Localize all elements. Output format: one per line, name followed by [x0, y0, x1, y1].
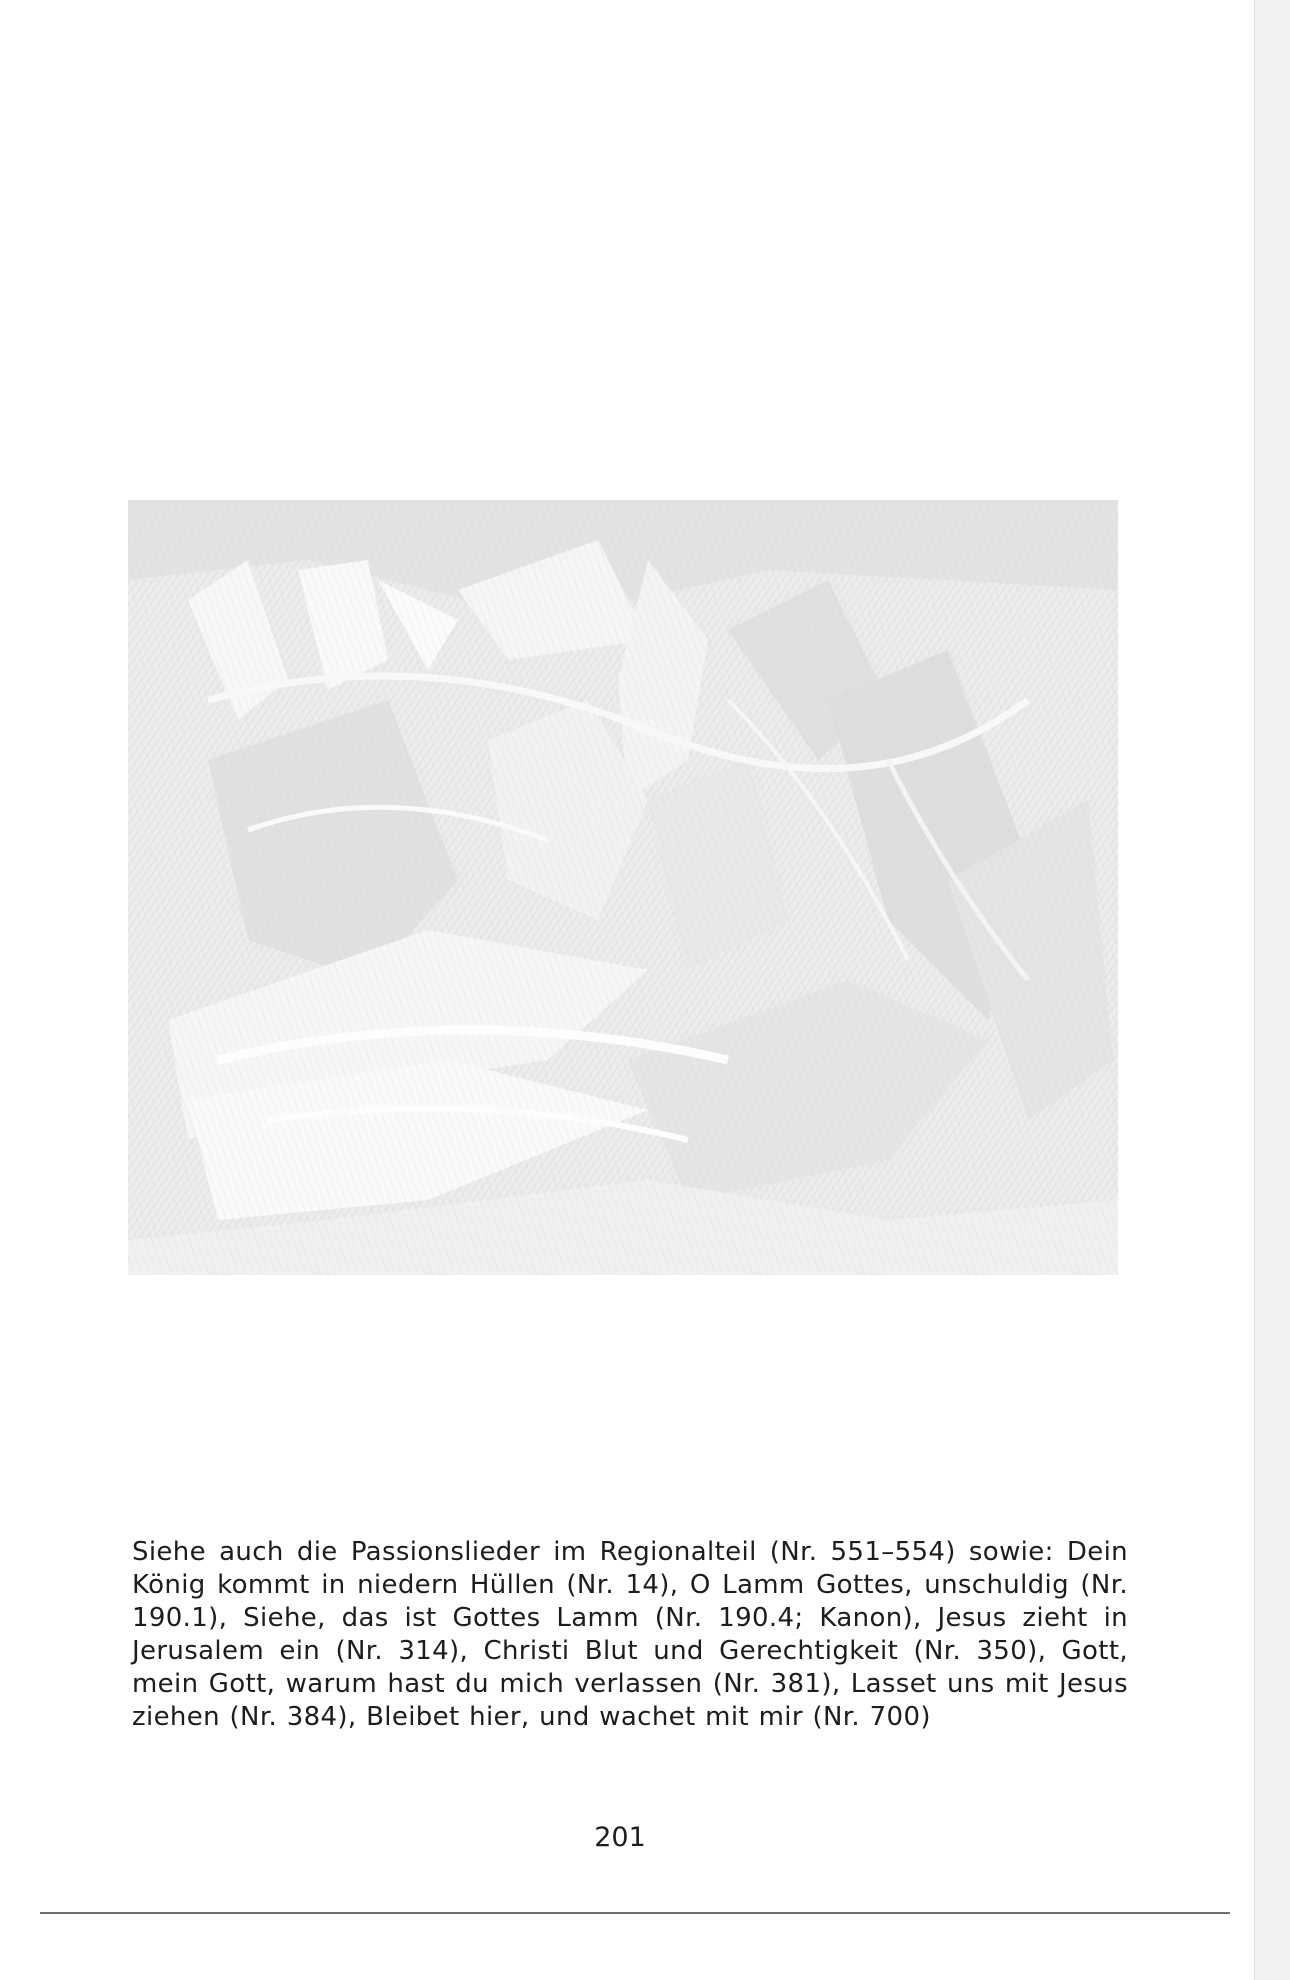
see-also-paragraph: Siehe auch die Passionslieder im Regionalteil (Nr. 551–554) sowie: Dein König kommt in niedern Hüllen (Nr. 14), O Lamm Gottes, unschuldig (Nr. 190.1), Siehe, das ist Gottes Lamm (Nr. 190.4; Kanon), Jesus zieht in Jerusalem ein (Nr. 314), Christi Blut und Gerechtigkeit (Nr. 350), Gott, mein Gott, warum hast du mich verlassen (Nr. 381), Lasset uns mit Jesus ziehen (Nr. 384), Bleibet hier, und wachet mit mir (Nr. 700)	[132, 1537, 1128, 1732]
page-edge-shadow	[1254, 0, 1290, 1980]
bottom-rule	[40, 1912, 1230, 1914]
page-number: 201	[594, 1822, 646, 1853]
woodcut-illustration	[128, 500, 1118, 1275]
